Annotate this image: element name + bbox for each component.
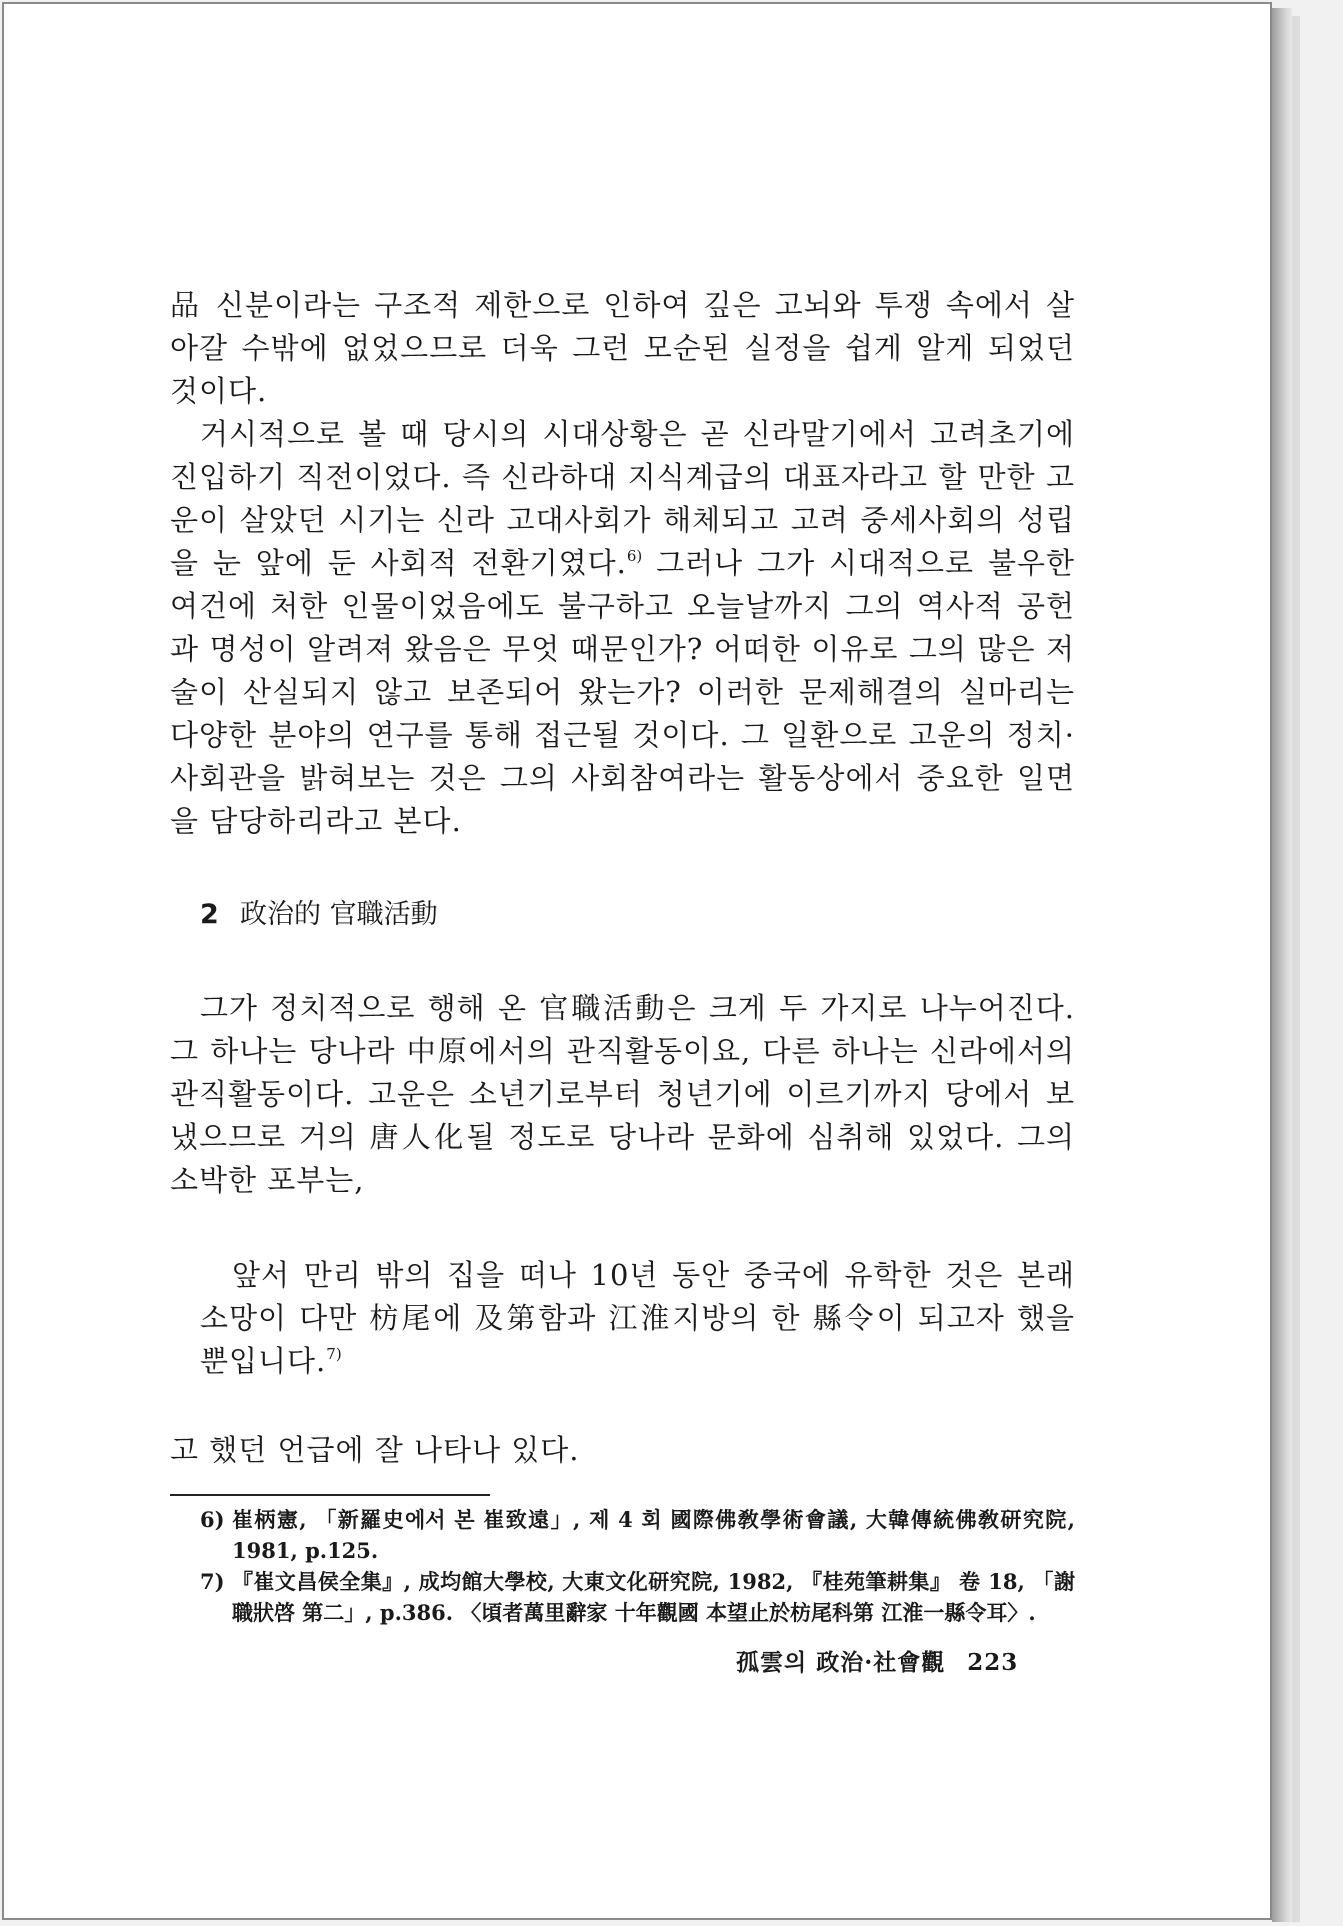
footnote-number: 7) <box>200 1569 225 1594</box>
footnote-item <box>200 1504 1075 1566</box>
page-content <box>170 284 1075 1628</box>
heading-gap <box>170 935 1075 987</box>
book-page <box>2 2 1272 1920</box>
footnote-item <box>200 1566 1075 1628</box>
running-footer-title: 孤雲의 政治·社會觀 <box>736 1649 946 1676</box>
page-edge-shadow-outer <box>1292 16 1300 1922</box>
footnote-ref-7[interactable]: 7) <box>326 1345 342 1363</box>
footnote-rule <box>170 1494 490 1496</box>
paragraph-after-quote: 고 했던 언급에 잘 나타나 있다. <box>170 1433 580 1467</box>
paragraph-2 <box>170 413 1075 843</box>
block-quote-text: 앞서 만리 밖의 집을 떠나 10년 동안 중국에 유학한 것은 본래 소망이 다만 枋尾에 及第함과 江淮지방의 한 縣令이 되고자 했을 뿐입니다. <box>200 1258 1075 1378</box>
footnote-text: 崔柄憲, 「新羅史에서 본 崔致遠」, 제 4 회 國際佛敎學術會議, 大韓傳統佛敎研究院, 1981, p.125. <box>232 1507 1075 1563</box>
footnote-number: 6) <box>200 1507 225 1532</box>
section-number: 2 <box>200 899 219 930</box>
page-number: 223 <box>967 1649 1019 1676</box>
paragraph-2-rest: 그러나 그가 시대적으로 불우한 여건에 처한 인물이었음에도 불구하고 오늘날까지 그의 역사적 공헌과 명성이 알려져 왔음은 무엇 때문인가? 어떠한 이유로 그의 많은 저술이 산실되지 않고 보존되어 왔는가? 이러한 문제해결의 실마리는 다양한 분야의 연구를 통해 접근될 것이다. 그 일환으로 고운의 정치·사회관을 밝혀보는 것은 그의 사회참여라는 활동상에서 중요한 일면을 담당하리라고 본다. <box>170 546 1075 838</box>
running-footer <box>736 1644 1018 1677</box>
footnote-text: 『崔文昌侯全集』, 成均館大學校, 大東文化研究院, 1982, 『桂苑筆耕集』 卷 18, 「謝職狀啓 第二」, p.386. 〈頃者萬里辭家 十年觀國 本望止於枋尾科第 江淮一縣令耳〉. <box>232 1569 1075 1625</box>
section-heading <box>200 895 1075 935</box>
section-title: 政治的 官職活動 <box>240 899 438 930</box>
paragraph-3: 그가 정치적으로 행해 온 官職活動은 크게 두 가지로 나누어진다. 그 하나는 당나라 中原에서의 관직활동이요, 다른 하나는 신라에서의 관직활동이다. 고운은 소년기로부터 청년기에 이르기까지 당에서 보냈으므로 거의 唐人化될 정도로 당나라 문화에 심취해 있었다. 그의 소박한 포부는, <box>170 991 1075 1197</box>
footnotes <box>170 1504 1075 1628</box>
paragraph-2-text: 거시적으로 볼 때 당시의 시대상황은 곧 신라말기에서 고려초기에 진입하기 직전이었다. 즉 신라하대 지식계급의 대표자라고 할 만한 고운이 살았던 시기는 신라 고대사회가 해체되고 고려 중세사회의 성립을 눈 앞에 둔 사회적 전환기였다. <box>170 417 1075 580</box>
block-quote <box>200 1254 1075 1383</box>
footnote-ref-6[interactable]: 6) <box>626 547 643 565</box>
page-edge-shadow <box>1272 8 1292 1922</box>
paragraph-1: 品 신분이라는 구조적 제한으로 인하여 깊은 고뇌와 투쟁 속에서 살아갈 수밖에 없었으므로 더욱 그런 모순된 실정을 쉽게 알게 되었던 것이다. <box>170 288 1075 408</box>
